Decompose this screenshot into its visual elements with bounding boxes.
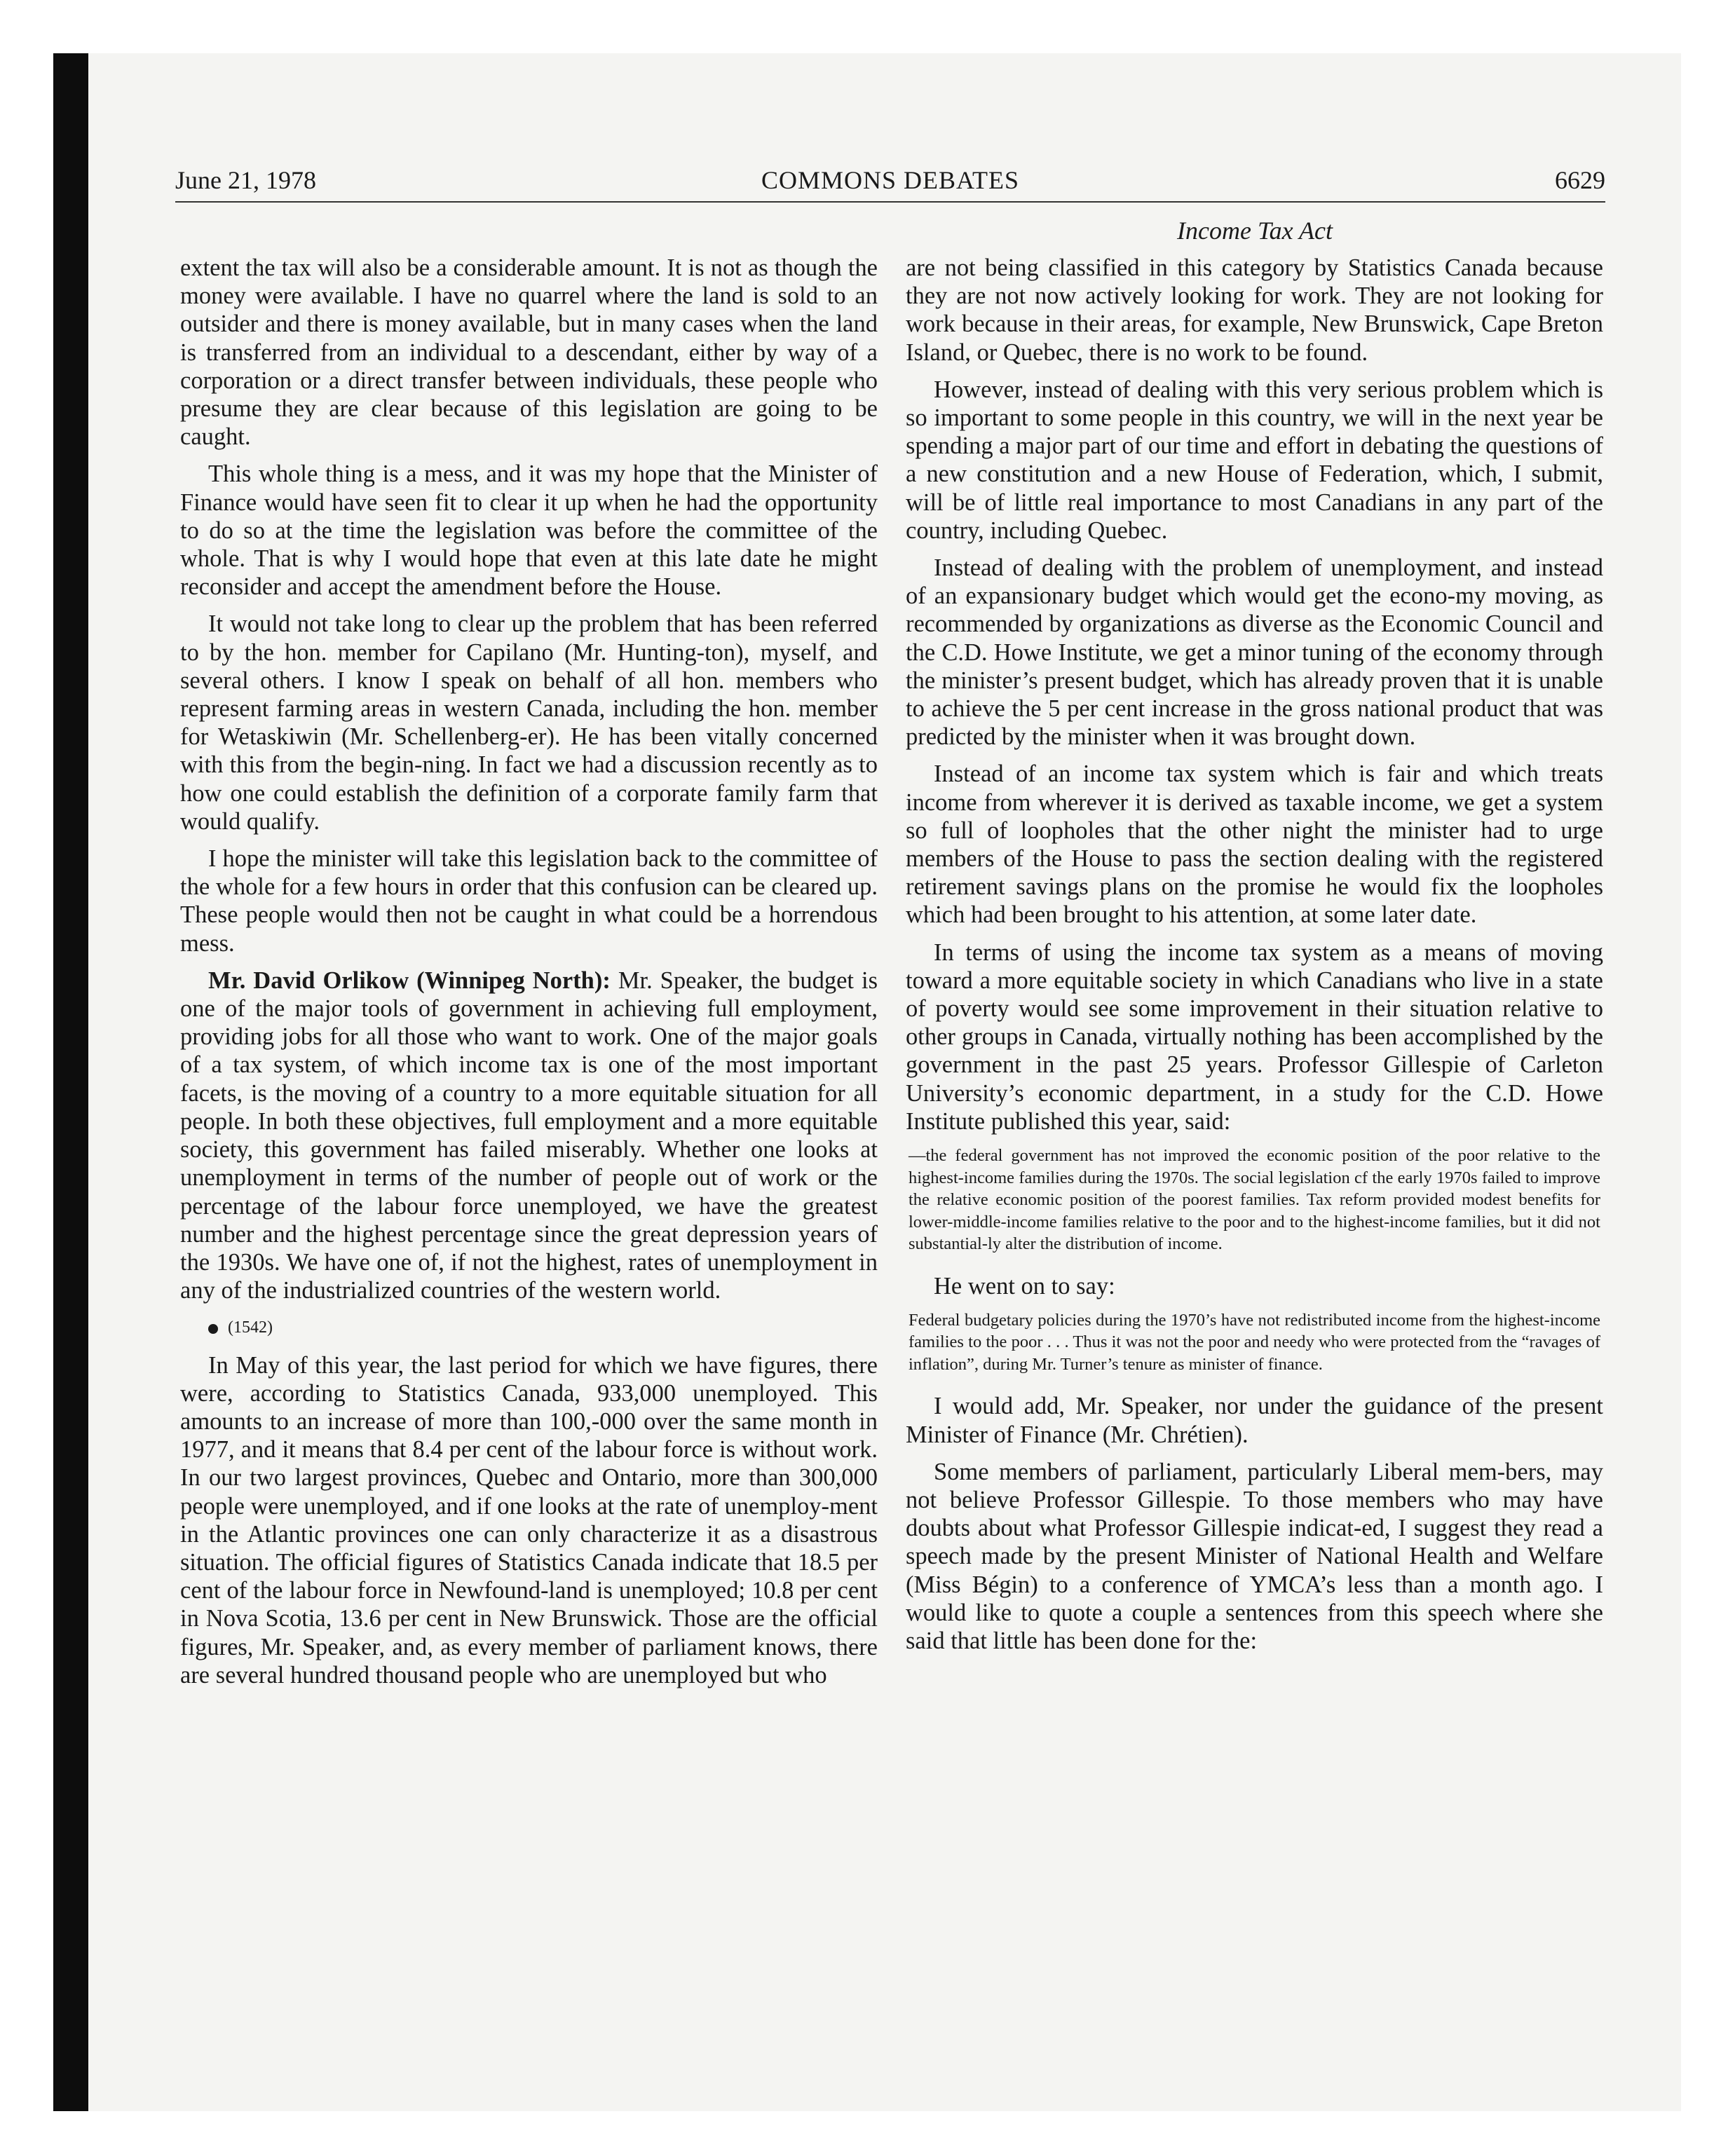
header-page-number: 6629 [1555, 166, 1605, 194]
paragraph: He went on to say: [934, 1272, 1115, 1299]
paragraph: Some members of parliament, particularly Liberal mem-bers, may not believe Professor Gillespie. To those members who may have doubts about what Professor Gillespie indicat-ed, I suggest they read a speech made by the present Minister of National Health and Welfare (Miss Bégin) to a conference of YMCA’s less than a month ago. I would like to quote a couple a sentences from this speech where she said that little has been done for the: [906, 1458, 1603, 1654]
paragraph: This whole thing is a mess, and it was my hope that the Minister of Finance would have seen fit to clear it up when he had the opportunity to do so at the time the legislation was before the committee of the whole. That is why I would hope that even at this late date he might reconsider and accept the amendment before the House. [180, 460, 878, 601]
speech-text: Mr. Speaker, the budget is one of the major tools of government in achieving full employment, providing jobs for all those who want to work. One of the major goals of a tax system, of which income tax is one of the most important facets, is the moving of a country to a more equitable situation for all people. In both these objectives, full employment and a more equitable society, this government has failed miserably. Whether one looks at unemployment in terms of the number of people out of work or the percentage of the labour force unemployed, we have the greatest number and the highest percentage since the great depression years of the 1930s. We have one of, if not the highest, rates of unemployment in any of the industrialized countries of the western world. [180, 967, 878, 1304]
header-date: June 21, 1978 [175, 166, 316, 194]
paragraph: Instead of dealing with the problem of unemployment, and instead of an expansionary budget which would get the econo-my moving, as recommended by organizations as diverse as the Economic Council and the C.D. Howe Institute, we get a minor tuning of the economy through the minister’s present budget, which has already proven that it is unable to achieve the 5 per cent increase in the gross national product that was predicted by the minister when it was brought down. [906, 554, 1603, 751]
right-column [906, 254, 1603, 1664]
paragraph: I hope the minister will take this legislation back to the committee of the whole for a few hours in order that this confusion can be cleared up. These people would then not be caught in what could be a horrendous mess. [180, 845, 878, 957]
header-rule [175, 201, 1605, 203]
left-column [180, 254, 878, 1698]
paragraph: Instead of an income tax system which is fair and which treats income from wherever it is derived as taxable income, we get a system so full of loopholes that the other night the minister had to urge members of the House to pass the section dealing with the registered retirement savings plans on the promise he would fix the loopholes which had been brought to his attention, at some later date. [906, 760, 1603, 929]
scan-edge [53, 53, 88, 2111]
header-title: COMMONS DEBATES [761, 166, 1020, 194]
speech-paragraph [180, 967, 878, 1304]
page-header [175, 165, 1605, 205]
section-title: Income Tax Act [1177, 217, 1333, 245]
paragraph: In May of this year, the last period for which we have figures, there were, according to Statistics Canada, 933,000 unemployed. This amounts to an increase of more than 100,-000 over the same month in 1977, and it means that 8.4 per cent of the labour force is without work. In our two largest provinces, Quebec and Ontario, more than 300,000 people were unemployed, and if one looks at the rate of unemploy-ment in the Atlantic provinces one can only characterize it as a disastrous situation. The official figures of Statistics Canada indicate that 18.5 per cent of the labour force in Newfound-land is unemployed; 10.8 per cent in Nova Scotia, 13.6 per cent in New Brunswick. Those are the official figures, Mr. Speaker, and, as every member of parliament knows, there are several hundred thousand people who are unemployed but who [180, 1351, 878, 1688]
time-marker-text: (1542) [228, 1318, 273, 1337]
paragraph: However, instead of dealing with this very serious problem which is so important to some people in this country, we will in the next year be spending a major part of our time and effort in debating the questions of a new constitution and a new House of Federation, which, I submit, will be of little real importance to most Canadians in any part of the country, including Quebec. [906, 376, 1603, 544]
speaker-name: Mr. David Orlikow (Winnipeg North): [208, 967, 611, 994]
block-quote: —the federal government has not improved the economic position of the poor relative to the highest-income families during the 1970s. The social legislation cf the early 1970s failed to improve the relative economic position of the poorest families. Tax reform provided modest benefits for lower-middle-income families relative to the poor and to the highest-income families, but it did not substantial-ly alter the distribution of income. [909, 1146, 1600, 1254]
bullet-icon [208, 1324, 218, 1334]
block-quote: Federal budgetary policies during the 1970’s have not redistributed income from the highest-income families to the poor . . . Thus it was not the poor and needy who were protected from the “ravages of inflation”, during Mr. Turner’s tenure as minister of finance. [909, 1310, 1600, 1374]
paragraph: are not being classified in this category by Statistics Canada because they are not now actively looking for work. They are not looking for work because in their areas, for example, New Brunswick, Cape Breton Island, or Quebec, there is no work to be found. [906, 254, 1603, 366]
paragraph: extent the tax will also be a considerable amount. It is not as though the money were available. I have no quarrel where the land is sold to an outsider and there is money available, but in many cases when the land is transferred from an individual to a descendant, either by way of a corporation or a direct transfer between individuals, these people who presume they are clear because of this legislation are going to be caught. [180, 254, 878, 451]
paragraph: I would add, Mr. Speaker, nor under the guidance of the present Minister of Finance (Mr. Chrétien). [906, 1393, 1603, 1448]
time-marker [180, 1314, 878, 1342]
paragraph: It would not take long to clear up the problem that has been referred to by the hon. member for Capilano (Mr. Hunting-ton), myself, and several others. I know I speak on behalf of all hon. members who represent farming areas in western Canada, including the hon. member for Wetaskiwin (Mr. Schellenberg-er). He has been vitally concerned with this from the begin-ning. In fact we had a discussion recently as to how one could establish the definition of a corporate family farm that would qualify. [180, 610, 878, 835]
paragraph: In terms of using the income tax system as a means of moving toward a more equitable society in which Canadians who live in a state of poverty would see some improvement in their situation relative to other groups in Canada, virtually nothing has been accomplished by the government in the past 25 years. Professor Gillespie of Carleton University’s economic department, in a study for the C.D. Howe Institute published this year, said: [906, 939, 1603, 1135]
